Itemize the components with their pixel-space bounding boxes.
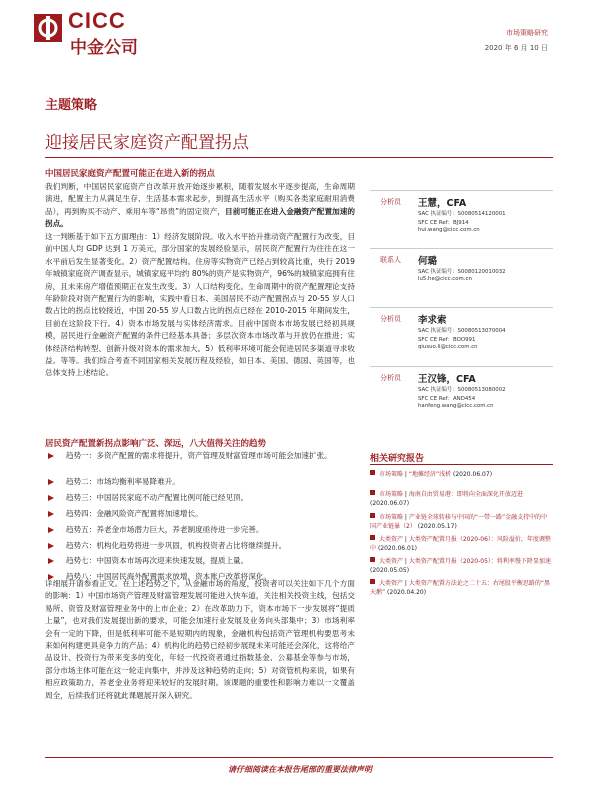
bullet-icon xyxy=(370,513,375,518)
related-report-tag: 大类资产 xyxy=(379,580,404,587)
analyst-role: 分析员 xyxy=(380,315,401,323)
related-research-heading: 相关研究报告 xyxy=(370,454,425,464)
footer-disclaimer: 请仔细阅读在本报告尾部的重要法律声明 xyxy=(228,765,372,774)
related-report-tag: 市场策略 xyxy=(379,491,404,498)
trend-bullet-icon xyxy=(48,479,54,485)
footer-divider xyxy=(45,757,553,758)
summary-paragraph-1: 我们判断，中国居民家庭资产自改革开放开始逐步累积，随着发展水平逐步提高，生命周期演进，配置主力从满足生存、生活基本需求起步，到提高生活水平（购买各类家庭耐用消费品），再到购买不动产、乘用车等“昂贵”的固定资产，目前可能正在进入金融资产配置加速的拐点。 xyxy=(45,182,355,229)
analyst-role: 联系人 xyxy=(380,256,401,264)
related-report-tag: 大类资产 xyxy=(379,558,404,565)
section-title: 主题策略 xyxy=(45,98,98,113)
related-report-title: “地摊经济”浅析 xyxy=(408,471,452,478)
bullet-icon xyxy=(370,535,375,540)
summary-heading: 中国居民家庭资产配置可能正在进入新的拐点 xyxy=(45,169,216,179)
analyst-email[interactable]: lu5.he@cicc.com.cn xyxy=(418,276,472,282)
trends-heading: 居民资产配置新拐点影响广泛、深远，八大值得关注的趋势 xyxy=(45,439,267,449)
bullet-icon xyxy=(370,490,375,495)
related-report-title: 大类资产配置方法论之二十五：右尾股平衡思路的“黑天鹅” xyxy=(370,580,550,596)
related-report-tag: 市场策略 xyxy=(379,514,404,521)
related-report-date: (2020.05.17) xyxy=(417,523,457,530)
report-date: 2020 年 6 月 10 日 xyxy=(484,44,548,52)
trend-bullet-icon xyxy=(48,527,54,533)
related-report-date: (2020.05.05) xyxy=(370,567,410,574)
analyst-card xyxy=(370,190,553,248)
related-report-date: (2020.04.20) xyxy=(387,589,427,596)
related-report-link[interactable]: 市场策略 | 产业链全球转移与中国的“一带一路”金融支持中的中国产业链暴（2） (2020.05.17) xyxy=(370,514,548,530)
related-report-date: (2020.06.07) xyxy=(453,471,493,478)
analyst-detail: SAC 执证编号：S0080513080002 xyxy=(418,387,506,393)
analyst-detail: SAC 执证编号：S0080120010032 xyxy=(418,269,506,275)
cicc-logo-icon xyxy=(34,14,62,42)
logo-text-en: CICC xyxy=(68,8,126,33)
related-report-title: 大类资产配置月报（2020-06）：风险溢价，年度调整中 xyxy=(370,536,551,552)
related-report-title: 产业链全球转移与中国的“一带一路”金融支持中的中国产业链暴（2） xyxy=(370,514,548,530)
related-report-link[interactable]: 大类资产 | 大类资产配置月报（2020-06）：风险溢价，年度调整中 (2020.06.01) xyxy=(370,536,551,552)
analyst-name: 王汉锋，CFA xyxy=(418,374,476,385)
analyst-name: 王慧，CFA xyxy=(418,198,467,209)
analysts-panel xyxy=(370,190,553,423)
related-research-divider xyxy=(370,464,553,465)
related-report-date: (2020.06.01) xyxy=(377,545,417,552)
trend-item: 趋势二：市场均衡利率易降难升。 xyxy=(66,476,180,486)
bullet-icon xyxy=(370,470,375,475)
analyst-detail: SAC 执证编号：S0080514120001 xyxy=(418,211,506,217)
trend-item: 趋势一：多资产配置的需求将提升，资产管理及财富管理市场可能会加速扩张。 xyxy=(66,451,332,460)
trend-bullet-icon xyxy=(48,495,54,501)
trend-bullet-icon xyxy=(48,453,54,459)
analyst-name: 李求索 xyxy=(418,315,447,326)
summary-paragraph-2: 这一判断基于如下五方面理由：1）经济发展阶段。收入水平抬升推动资产配置行为改变，目前中国人均 GDP 达到 1 万美元，部分国家的发展经验显示，居民资产配置行为往往在这一水平前后发生显著变化。2）资产配置结构。住房等实物资产已经占到较高比重，央行 2019 年城镇家庭资产调查显示，城镇家庭平均约 80%的资产是实物资产，96%的城镇家庭拥有住房，且未来房产增值预期正在发生改变。3）人口结构变化。生命周期中的资产配置理论支持年龄阶段对资产配置行为的影响，实践中看日本、美国居民不动产配置拐点与 20-55 岁人口数占比的拐点比较接近，中国 20-55 岁人口数占比的拐点已经在 2010-2015 年期间发生，目前在这阶段下行。4）资本市场发展与实体经济需求。目前中国资本市场发展已经初具规模，居民进行金融资产配置的条件已经基本具备；多层次资本市场改革与开放仍在推进；实体经济结构转型、创新升级对资本的需求加大。5）低利率环境可能会促进居民多渠道寻求收益。等等。我们综合考查不同国家相关发展历程及经验，如日本、美国、德国、英国等，也总体支持上述结论。 xyxy=(45,232,355,378)
title-divider xyxy=(45,157,553,158)
trend-item: 趋势三：中国居民家庭不动产配置比例可能已经见顶。 xyxy=(66,492,249,502)
analyst-name: 何璐 xyxy=(418,256,438,267)
trend-bullet-icon xyxy=(48,511,54,517)
logo-text-cn: 中金公司 xyxy=(70,38,138,58)
analyst-detail: SFC CE Ref：AND454 xyxy=(418,396,476,402)
trend-bullet-icon xyxy=(48,558,54,564)
related-report-link[interactable]: 大类资产 | 大类资产配置月报（2020-05）：将利率慢下降显加速 (2020.05.05) xyxy=(370,558,551,574)
related-report-title: 大类资产配置月报（2020-05）：将利率慢下降显加速 xyxy=(408,558,551,565)
analyst-card xyxy=(370,248,553,307)
related-report-link[interactable]: 大类资产 | 大类资产配置方法论之二十五：右尾股平衡思路的“黑天鹅” (2020.04.20) xyxy=(370,580,550,596)
report-category: 市场策略研究 xyxy=(506,29,548,37)
summary-paragraph-3: 详细展开请参看正文。在上述趋势之下，从金融市场的角度，投资者可以关注如下几个方面的影响：1）中国市场资产管理及财富管理发展可能进入快车道，关注相关投资主线，包括交易所、资管及财富管理业务中的上市企业；2）在改革助力下，资本市场下一步发展将“提质上量”，也对我们发展提出新的要求，可能会加速行业发展及业务向头部集中；3）市场利率会有一定的下降，但是低利率可能不是短期内的现象，金融机构包括资产管理机构要思考未来如何构建更具竞争力的产品；4）机构化的趋势已经初步展现未来可能还会深化，这将给产品设计、投资行为带来变多的变化，年轻一代投资者通过指数基金、公募基金等参与市场，部分市场主体可能在这一轮走向集中，并涉及这种趋势的走向；5）对资管机构来说，如果有相应政策助力，养老金业务将迎来较好的发展时期。该课题的重要性和影响力难以一文覆盖周全，后续我们还将就此课题展开深入研究。 xyxy=(45,579,355,700)
trend-item: 趋势四：金融风险资产配置将加速增长。 xyxy=(66,508,203,518)
related-report-tag: 市场策略 xyxy=(379,471,404,478)
analyst-email[interactable]: qiusuo.li@cicc.com.cn xyxy=(418,344,478,350)
analyst-detail: SAC 执证编号：S0080513070004 xyxy=(418,328,506,334)
analyst-email[interactable]: hui.wang@cicc.com.cn xyxy=(418,227,480,233)
analyst-role: 分析员 xyxy=(380,198,401,206)
bullet-icon xyxy=(370,557,375,562)
analyst-email[interactable]: hanfeng.wang@cicc.com.cn xyxy=(418,403,494,409)
related-report-link[interactable]: 市场策略 | 海南自由贸易港：即将向全面深化开放迈进 (2020.06.07) xyxy=(370,491,523,507)
trend-item: 趋势八：中国居民海外配置需求放增，资本账户改革将深化。 xyxy=(66,572,272,582)
trend-bullet-icon xyxy=(48,543,54,549)
trend-item: 趋势五：养老金市场潜力巨大，养老制度亟待进一步完善。 xyxy=(66,524,264,534)
analyst-card xyxy=(370,366,553,423)
analyst-card xyxy=(370,307,553,366)
trend-item: 趋势七：中国资本市场再次迎来快速发展，提质上量。 xyxy=(66,556,249,566)
related-report-title: 海南自由贸易港：即将向全面深化开放迈进 xyxy=(408,491,523,498)
analyst-detail: SFC CE Ref：BOO991 xyxy=(418,337,476,343)
related-report-date: (2020.06.07) xyxy=(370,500,410,507)
related-report-link[interactable]: 市场策略 | “地摊经济”浅析 (2020.06.07) xyxy=(370,470,553,479)
analyst-detail: SFC CE Ref：BJ914 xyxy=(418,220,469,226)
page-title: 迎接居民家庭资产配置拐点 xyxy=(45,133,249,153)
analyst-role: 分析员 xyxy=(380,374,401,382)
related-report-tag: 大类资产 xyxy=(379,536,404,543)
trend-item: 趋势六：机构化趋势将进一步巩固，机构投资者占比将继续提升。 xyxy=(66,540,287,550)
bullet-icon xyxy=(370,579,375,584)
